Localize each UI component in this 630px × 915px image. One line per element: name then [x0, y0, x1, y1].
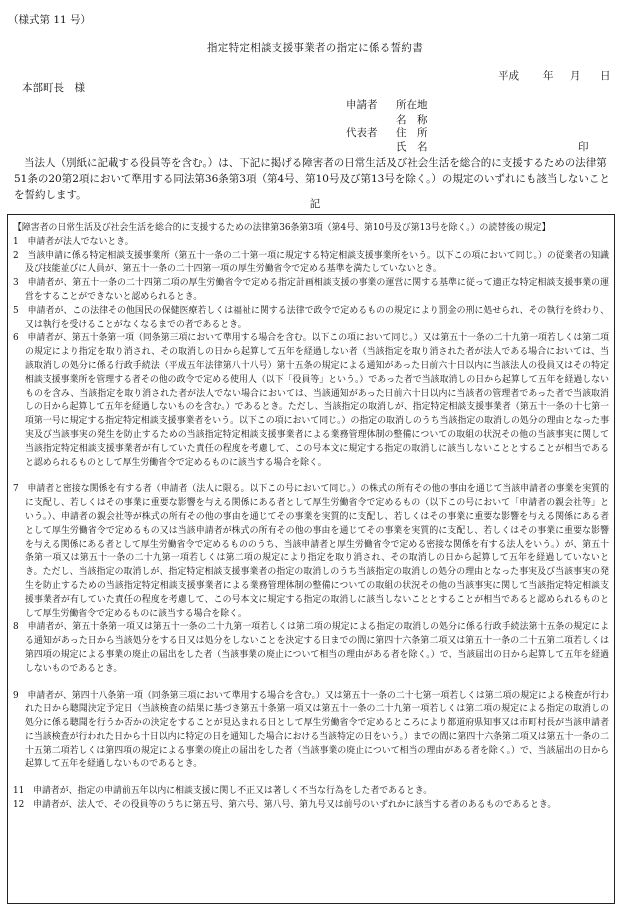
provisions-box	[7, 214, 615, 904]
provision-item-12: 12 申請者が、法人で、その役員等のうちに第五号、第六号、第八号、第九号又は前号のいずれかに該当する者のあるものであるとき。	[13, 800, 557, 811]
provision-item-2: 2 当該申請に係る特定相談支援事業所（第五十一条の二十第一項に規定する特定相談支援事業所をいう。以下この項において同じ。）の従業者の知識及び技能並びに人員が、第五十一条の二十四第一項の厚生労働省令で定める基準を満たしていないとき。	[13, 250, 609, 275]
provision-item-5: 5 申請者が、この法律その他国民の保健医療若しくは福祉に関する法律で政令で定めるものの規定により罰金の刑に処せられ、その執行を終わり、又は執行を受けることがなくなるまでの者であるとき。	[13, 305, 609, 330]
ki-marker: 記	[309, 198, 321, 210]
name-label: 名 称	[396, 114, 428, 126]
spacer	[13, 470, 609, 483]
provision-item-3: 3 申請者が、第五十一条の二十四第二項の厚生労働省令で定める指定計画相談支援の事業の運営に関する基準に従って適正な特定相談支援事業の運営をすることができないと認められるとき。	[13, 278, 609, 302]
applicant-label: 申請者	[346, 99, 378, 111]
provision-item-8: 8 申請者が、第五十条第一項又は第五十一条の二十九第一項若しくは第二項の規定による指定の取消しの処分に係る行政手続法第十五条の規定による通知があった日から当該処分をする日又は処分をしないことを決定する日までの間に第四十六条第二項又は第五十一条の二十五第二項若しくは第四項の規定による事業の廃止の届出をした者（当該事業の廃止について相当の理由がある者を除く。）で、当該届出の日から起算して五年を経過しないものであるとき。	[13, 622, 609, 674]
form-number: （様式第 11 号）	[8, 14, 92, 26]
provision-item-6: 6 申請者が、第五十条第一項（同条第三項において準用する場合を含む。以下この項において同じ。）又は第五十一条の二十九第一項若しくは第二項の規定により指定を取り消され、その取消しの日から起算して五年を経過しない者（当該指定を取り消された者が法人である場合においては、当該取消しの処分に係る行政手続法（平成五年法律第八十八号）第十五条の規定による通知があった日前六十日以内に当該法人の役員又はその特定相談支援事業所を管理する者その他の政令で定める使用人（以下「役員等」という。）であった者で当該取消しの日から起算して五年を経過しないものを含み、当該指定を取り消された者が法人でない場合においては、当該通知があった日前六十日以内に当該者の管理者であった者で当該取消しの日から起算して五年を経過しないものを含む。）であるとき。ただし、当該指定の取消しが、指定特定相談支援事業者（第五十一条の十七第一項第一号に規定する指定特定相談支援事業者をいう。以下この項において同じ。）の指定の取消しのうち当該指定の取消しの処分の理由となった事実及び当該事実の発生を防止するための当該指定特定相談支援事業者による業務管理体制の整備についての取組の状況その他の当該事実に関して当該指定特定相談支援事業者が有していた責任の程度を考慮して、この号本文に規定する指定の取消しに該当しないこととすることが相当であると認められるものとして厚生労働省令で定めるものに該当する場合を除く。	[13, 333, 609, 468]
date-day: 日	[600, 70, 611, 82]
residence-label: 住 所	[396, 127, 428, 139]
document-title: 指定特定相談支援事業者の指定に係る誓約書	[207, 42, 423, 54]
spacer	[13, 677, 609, 690]
addressee: 本部町長 様	[22, 82, 85, 94]
date-year: 年	[543, 70, 554, 82]
provisions-heading: 【障害者の日常生活及び社会生活を総合的に支援するための法律第36条第3項（第4号、第10号及び第13号を除く。）の読替後の規定】	[13, 223, 551, 233]
provision-item-1: 1 申請者が法人でないとき。	[13, 236, 134, 247]
provision-item-9: 9 申請者が、第四十八条第一項（同条第三項において準用する場合を含む。）又は第五十一条の二十七第一項若しくは第二項の規定による検査が行われた日から聴聞決定予定日（当該検査の結果に基づき第五十条第一項又は第五十一条の二十九第一項若しくは第二項の規定による指定の取消しの処分に係る聴聞を行うか否かの決定をすることが見込まれる日として厚生労働省令で定めるところにより都道府県知事又は市町村長が当該申請者に当該検査が行われた日から十日以内に特定の日を通知した場合における当該特定の日をいう。）までの間に第四十六条第二項又は第五十一条の二十五第二項若しくは第四項の規定による事業の廃止の届出をした者（当該事業の廃止について相当の理由がある者を除く。）で、当該届出の日から起算して五年を経過しないものであるとき。	[13, 690, 609, 770]
date-era: 平成	[498, 70, 519, 82]
address-label: 所在地	[396, 99, 428, 111]
pledge-paragraph: 当法人（別紙に記載する役員等を含む。）は、下記に掲げる障害者の日常生活及び社会生活を総合的に支援するための法律第51条の20第2項において準用する同法第36条第3項（第4号、第10号及び第13号を除く。）の規定のいずれにも該当しないことを誓約します。	[14, 157, 610, 201]
date-month: 月	[570, 70, 581, 82]
provisions-content	[13, 222, 609, 813]
spacer	[13, 772, 609, 785]
seal-mark: 印	[578, 141, 589, 153]
provision-item-7: 7 申請者と密接な関係を有する者（申請者（法人に限る。以下この号において同じ。）の株式の所有その他の事由を通じて当該申請者の事業を実質的に支配し、若しくはその事業に重要な影響を与える関係にある者として厚生労働省令で定めるもの（以下この号において「申請者の親会社等」という。）、申請者の親会社等が株式の所有その他の事由を通じてその事業を実質的に支配し、若しくはその事業に重要な影響を与える関係にある者として厚生労働省令で定めるもの又は当該申請者が株式の所有その他の事由を通じてその事業を実質的に支配し、若しくはその事業に重要な影響を与える関係にある者として厚生労働省令で定めるもののうち、当該申請者と厚生労働省令で定める密接な関係を有する法人をいう。）が、第五十条第一項又は第五十一条の二十九第一項若しくは第二項の規定により指定を取り消され、その取消しの日から起算して五年を経過していないとき。ただし、当該指定の取消しが、指定特定相談支援事業者の指定の取消しのうち当該指定の取消しの処分の理由となった事実及び当該事実の発生を防止するための当該指定特定相談支援事業者による業務管理体制の整備についての取組の状況その他の当該事実に関して当該指定特定相談支援事業者が有していた責任の程度を考慮して、この号本文に規定する指定の取消しに該当しないこととすることが相当であると認められるものとして厚生労働省令で定めるものに該当する場合を除く。	[13, 484, 609, 619]
representative-label: 代表者	[346, 127, 378, 139]
provision-item-11: 11 申請者が、指定の申請前五年以内に相談支援に関し不正又は著しく不当な行為をした者であるとき。	[13, 786, 433, 797]
person-name-label: 氏 名	[396, 141, 428, 153]
